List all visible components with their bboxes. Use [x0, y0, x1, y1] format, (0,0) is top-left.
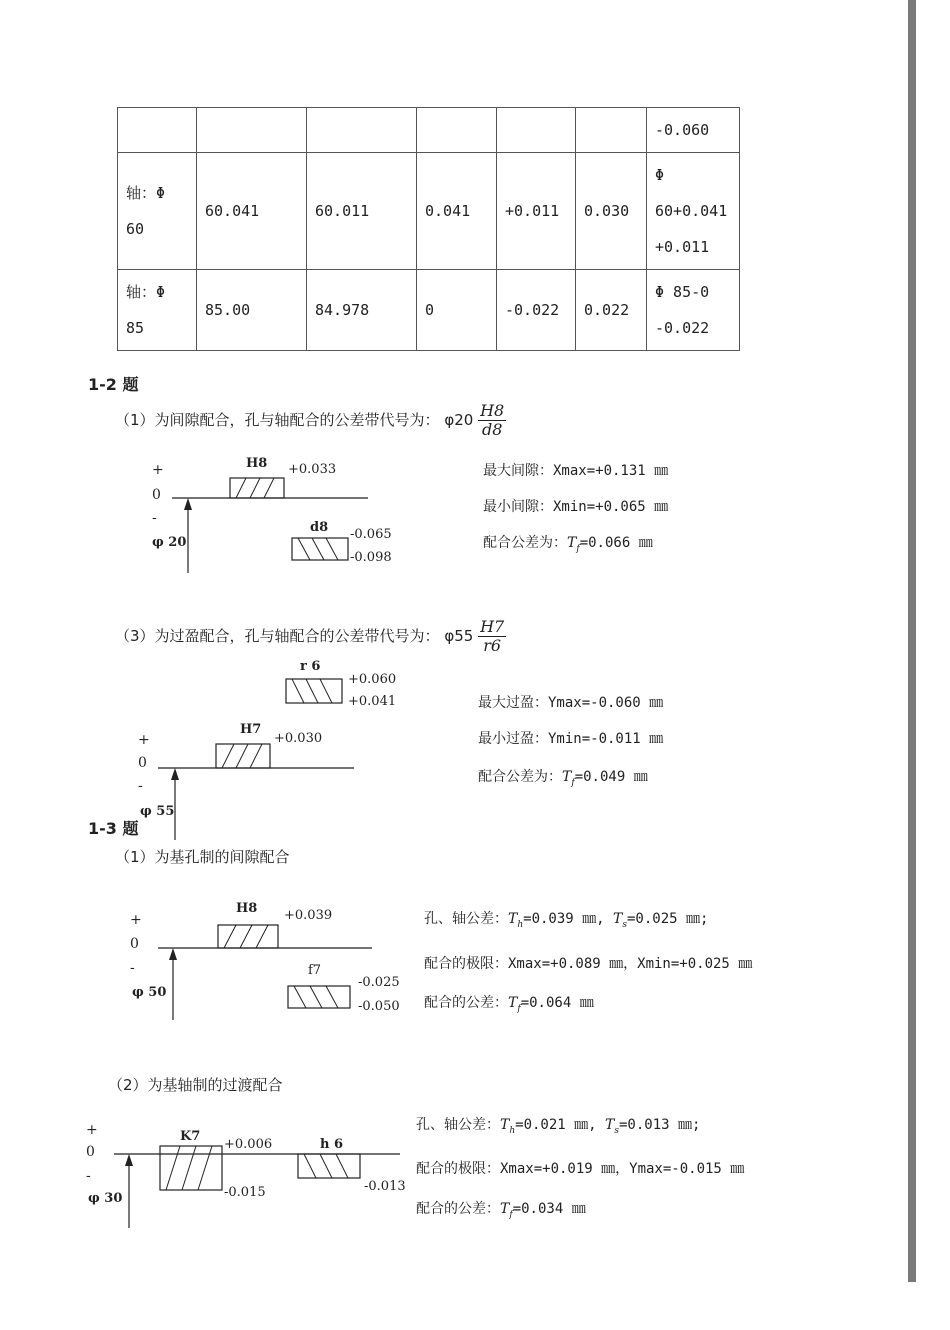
arrow-head — [171, 768, 179, 780]
tolerance-zone-diagram-1-3-1 — [122, 896, 412, 1026]
fit-tolerance-note: 配合公差为：$T_f=0.049$ ㎜ — [478, 769, 648, 788]
hole-upper-deviation: +0.006 — [224, 1137, 273, 1152]
fit-limits-note: 配合的极限：Xmax=+0.019 ㎜，Ymax=-0.015 ㎜ — [416, 1161, 745, 1177]
table-row — [118, 108, 740, 153]
fraction-numerator: H8 — [480, 401, 505, 420]
hatch-line — [306, 679, 318, 703]
shaft-label: h 6 — [320, 1137, 344, 1152]
note-value: =0.049 ㎜ — [574, 769, 648, 785]
table-row — [118, 153, 740, 270]
note-value: =0.064 ㎜ — [520, 995, 594, 1011]
tolerance-zone-diagram-1-2-3 — [128, 655, 408, 845]
section-title-1-2: 1-2 题 — [88, 375, 139, 394]
shaft-upper-deviation: +0.060 — [348, 672, 397, 687]
minus-sign: - — [152, 510, 157, 526]
shaft-lower-deviation: -0.050 — [358, 999, 400, 1014]
note-value: =0.039 ㎜, — [523, 911, 605, 927]
hole-shaft-tolerance-note: 孔、轴公差：$T_h=0.039$ ㎜, $T_s=0.025$ ㎜; — [424, 911, 709, 930]
table-cell: Φ 60+0.041 +0.011 — [647, 153, 740, 270]
hole-upper-deviation: +0.039 — [284, 908, 333, 923]
hatch-line — [320, 1154, 332, 1178]
hatch-line — [294, 986, 306, 1008]
table-cell: +0.011 — [497, 153, 576, 270]
hatch-line — [336, 1154, 348, 1178]
minus-sign: - — [86, 1168, 91, 1184]
plus-sign: + — [86, 1122, 98, 1138]
hatch-line — [250, 478, 260, 498]
shaft-label: d8 — [310, 520, 329, 535]
table-cell: 84.978 — [307, 270, 417, 351]
phi-dimension: φ55 — [444, 627, 474, 645]
table-cell: 85.00 — [197, 270, 307, 351]
tolerance-zone-diagram-1-2-1 — [140, 448, 410, 578]
shaft-label: r 6 — [300, 659, 321, 674]
fit-fraction — [478, 402, 506, 439]
hatch-line — [304, 1154, 316, 1178]
shaft-label: f7 — [308, 963, 322, 978]
table-cell — [497, 108, 576, 153]
hatch-line — [222, 744, 234, 768]
hole-shaft-tolerance-note: 孔、轴公差：$T_h=0.021$ ㎜, $T_s=0.013$ ㎜; — [416, 1117, 701, 1136]
hatch-line — [312, 538, 324, 560]
phi-dimension: φ20 — [444, 411, 474, 429]
min-clearance-note: 最小间隙：Xmin=+0.065 ㎜ — [483, 499, 669, 515]
shaft-upper-deviation: -0.065 — [350, 527, 392, 542]
problem-1-3-1-label: （1）为基孔制的间隙配合 — [115, 848, 290, 866]
table-cell: 60.041 — [197, 153, 307, 270]
table-cell: 0 — [417, 270, 497, 351]
shaft-lower-deviation: -0.013 — [364, 1179, 406, 1194]
note-value: =0.013 ㎜; — [618, 1117, 701, 1133]
hatch-line — [236, 478, 246, 498]
hatch-line — [256, 925, 268, 948]
table-cell: -0.060 — [647, 108, 740, 153]
note-prefix: 配合的公差： — [424, 995, 508, 1011]
hatch-line — [292, 679, 304, 703]
shaft-tolerance-zone — [288, 986, 350, 1008]
note-value: =0.034 ㎜ — [512, 1201, 586, 1217]
section-title-1-3: 1-3 题 — [88, 819, 139, 838]
table-row — [118, 270, 740, 351]
phi-label: φ 30 — [88, 1191, 123, 1206]
hatch-line — [326, 538, 338, 560]
fit-tolerance-note: 配合的公差：$T_f=0.064$ ㎜ — [424, 995, 594, 1014]
hole-tolerance-zone — [230, 478, 284, 498]
note-prefix: 孔、轴公差： — [424, 911, 508, 927]
shaft-lower-deviation: +0.041 — [348, 694, 397, 709]
table-cell — [417, 108, 497, 153]
fraction-numerator: H7 — [480, 617, 505, 636]
shaft-lower-deviation: -0.098 — [350, 550, 392, 565]
shaft-upper-deviation: -0.025 — [358, 975, 400, 990]
table-cell: -0.022 — [497, 270, 576, 351]
arrow-head — [169, 948, 177, 960]
zero-label: 0 — [138, 755, 147, 771]
hatch-line — [310, 986, 322, 1008]
table-cell: 60.011 — [307, 153, 417, 270]
hole-upper-deviation: +0.033 — [288, 462, 337, 477]
note-value: =0.025 ㎜; — [626, 911, 709, 927]
max-interference-note: 最大过盈：Ymax=-0.060 ㎜ — [478, 695, 664, 711]
fraction-denominator: d8 — [481, 420, 503, 439]
hatch-line — [298, 538, 310, 560]
hatch-line — [236, 744, 248, 768]
minus-sign: - — [130, 960, 135, 976]
fraction-denominator: r6 — [483, 636, 502, 655]
hatch-line — [240, 925, 252, 948]
note-prefix: 配合的公差： — [416, 1201, 500, 1217]
note-prefix: 配合公差为： — [483, 535, 567, 551]
hole-label: H8 — [246, 456, 268, 471]
hole-label: H7 — [240, 722, 262, 737]
fit-limits-note: 配合的极限：Xmax=+0.089 ㎜，Xmin=+0.025 ㎜ — [424, 956, 753, 972]
problem-1-3-2-label: （2）为基轴制的过渡配合 — [108, 1076, 283, 1094]
hole-tolerance-zone — [160, 1146, 222, 1190]
zero-label: 0 — [86, 1144, 95, 1160]
hole-lower-deviation: -0.015 — [224, 1185, 266, 1200]
table-cell — [118, 108, 197, 153]
problem-1-2-3-label — [115, 618, 506, 655]
note-prefix: 配合公差为： — [478, 769, 562, 785]
hole-upper-deviation: +0.030 — [274, 731, 323, 746]
phi-label: φ 20 — [152, 535, 187, 550]
hole-tolerance-zone — [218, 925, 278, 948]
table-cell: 0.041 — [417, 153, 497, 270]
table-cell: 0.022 — [576, 270, 647, 351]
hatch-line — [250, 744, 262, 768]
plus-sign: + — [152, 462, 164, 478]
hatch-line — [182, 1146, 196, 1190]
table-cell: Φ 85-0 -0.022 — [647, 270, 740, 351]
fit-fraction — [478, 618, 506, 655]
shaft-tolerance-zone — [292, 538, 348, 560]
tolerance-zone-diagram-1-3-2 — [80, 1118, 410, 1233]
note-value: =0.021 ㎜, — [515, 1117, 597, 1133]
phi-label: φ 55 — [140, 804, 175, 819]
minus-sign: - — [138, 778, 143, 794]
hole-label: H8 — [236, 901, 258, 916]
fit-tolerance-note: 配合的公差：$T_f=0.034$ ㎜ — [416, 1201, 586, 1220]
hatch-line — [224, 925, 236, 948]
note-prefix: 孔、轴公差： — [416, 1117, 500, 1133]
zero-label: 0 — [130, 936, 139, 952]
page-edge-bar — [908, 0, 916, 1282]
shaft-tolerance-zone — [286, 679, 342, 703]
plus-sign: + — [138, 732, 150, 748]
arrow-head — [184, 498, 192, 510]
table-cell: 轴：Φ 60 — [118, 153, 197, 270]
fit-tolerance-note: 配合公差为：$T_f=0.066$ ㎜ — [483, 535, 653, 554]
hole-label: K7 — [180, 1129, 201, 1144]
min-interference-note: 最小过盈：Ymin=-0.011 ㎜ — [478, 731, 664, 747]
arrow-head — [125, 1154, 133, 1166]
shaft-tolerance-zone — [298, 1154, 360, 1178]
table-cell: 0.030 — [576, 153, 647, 270]
note-value: =0.066 ㎜ — [579, 535, 653, 551]
hatch-line — [264, 478, 274, 498]
table-cell — [307, 108, 417, 153]
hatch-line — [198, 1146, 212, 1190]
tolerance-table — [117, 107, 740, 351]
problem-1-2-1-label — [115, 402, 506, 439]
max-clearance-note: 最大间隙：Xmax=+0.131 ㎜ — [483, 463, 669, 479]
table-cell: 轴：Φ 85 — [118, 270, 197, 351]
problem-label-text: （3）为过盈配合，孔与轴配合的公差带代号为： — [115, 627, 440, 645]
table-cell — [576, 108, 647, 153]
table-cell — [197, 108, 307, 153]
phi-label: φ 50 — [132, 985, 167, 1000]
plus-sign: + — [130, 912, 142, 928]
problem-label-text: （1）为间隙配合，孔与轴配合的公差带代号为： — [115, 411, 440, 429]
hatch-line — [320, 679, 332, 703]
zero-label: 0 — [152, 487, 161, 503]
hatch-line — [166, 1146, 180, 1190]
hatch-line — [326, 986, 338, 1008]
